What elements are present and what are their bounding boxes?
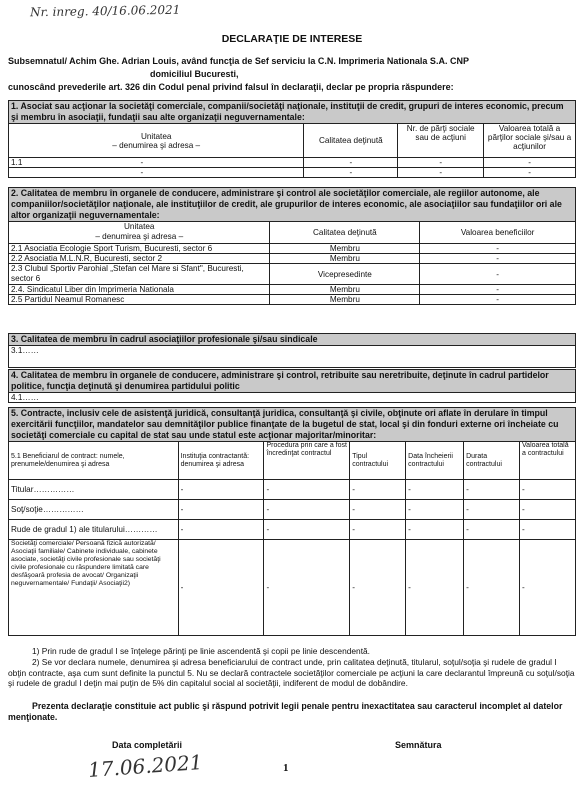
registration-number: Nr. inreg. 40/16.06.2021 [29,2,181,20]
table-cell: - [178,480,264,500]
section-3-title: 3. Calitatea de membru în cadrul asociaţiilor profesionale şi/sau sindicale [9,334,576,346]
s5-header-type: Tipul contractului [350,442,406,480]
table-cell: 1.1 - [9,158,304,168]
table-cell: - [398,158,484,168]
table-cell: - [178,500,264,520]
table-row [9,264,576,285]
table-cell: - [464,520,520,540]
table-cell: - [178,520,264,540]
table-cell: - [304,158,398,168]
table-cell: - [264,480,350,500]
table-cell: Vicepresedinte [270,264,420,285]
table-cell: 4.1…… [9,393,576,403]
page-title: DECLARAŢIE DE INTERESE [221,33,363,45]
s1-header-shares: Nr. de părţi sociale sau de acţiuni [398,124,484,158]
section-2-title: 2. Calitatea de membru în organele de conducere, administrare şi control ale societăţilor comerciale, ale regiilor autonome, ale companiilor/societăţilor naţionale, ale instituţiilor de credit, ale grupurilor de interes economic, ale asociaţiilor sau fundaţiilor ori ale altor organizaţii neguvernamentale: [9,188,576,222]
table-cell: - [464,480,520,500]
table-cell: Membru [270,285,420,295]
table-cell: - [420,285,576,295]
table-cell: - [464,500,520,520]
table-cell: - [420,264,576,285]
table-cell: - [520,540,576,636]
table-cell: - [406,540,464,636]
table-cell: - [420,244,576,254]
table-cell: Societăţi comerciale/ Persoană fizică autorizată/ Asociaţii familiale/ Cabinete individuale, cabinete asociate, societăţi civile profesionale sau societăţi civile profesionale cu răspundere limitată care desfăşoară profesia de avocat/ Organizaţii neguvernamentale/ Fundaţii/ Asociaţii2) [9,540,179,636]
date-label: Data completării [112,740,183,750]
table-cell: - [520,520,576,540]
table-row [9,168,576,178]
table-row [9,540,576,636]
table-cell: - [484,158,576,168]
s5-header-duration: Durata contractului [464,442,520,480]
section-1-title: 1. Asociat sau acţionar la societăţi comerciale, companii/societăţi naţionale, instituţii de credit, grupuri de interes economic, precum şi membru în asociaţii, fundaţii sau alte organizaţii neguvernamentale: [9,101,576,124]
table-cell: 2.2 Asociatia M.L.N.R, Bucuresti, sector 2 [9,254,270,264]
table-cell: - [264,500,350,520]
s2-header-benefits: Valoarea beneficiilor [420,222,576,244]
footnote-1: 1) Prin rude de gradul I se înţelege părinţi pe linie ascendentă şi copii pe linie descendentă. [32,646,371,656]
table-cell: - [398,168,484,178]
s1-header-unit: Unitatea – denumirea şi adresa – [9,124,304,158]
s5-header-institution: Instituţia contractantă: denumirea şi adresa [178,442,264,480]
table-cell: - [464,540,520,636]
section-3-table [8,333,576,368]
section-5-table [8,407,576,636]
table-cell: - [420,254,576,264]
table-cell: 2.5 Partidul Neamul Romanesc [9,295,270,305]
s2-header-quality: Calitatea deţinută [270,222,420,244]
table-cell: - [406,500,464,520]
intro-line-3: cunoscând prevederile art. 326 din Codul penal privind falsul în declaraţii, declar pe propria răspundere: [8,82,454,92]
s2-header-unit: Unitatea – denumirea şi adresa – [9,222,270,244]
s5-header-value: Valoarea totală a contractului [520,442,576,480]
section-2-table [8,187,576,305]
table-cell: 2.3 Clubul Sportiv Parohial „Stefan cel Mare si Sfant", Bucuresti, sector 6 [9,264,270,285]
table-row [9,480,576,500]
s1-header-quality: Calitatea deţinută [304,124,398,158]
section-4-table [8,369,576,403]
table-cell: - [350,500,406,520]
page-number: 1 [283,762,289,774]
s5-header-beneficiary: 5.1 Beneficiarul de contract: numele, prenumele/denumirea şi adresa [9,442,179,480]
table-cell: - [520,500,576,520]
table-cell: - [350,520,406,540]
table-cell: - [406,520,464,540]
footnote-2: 2) Se vor declara numele, denumirea şi adresa beneficiarului de contract unde, prin calitatea deţinută, titularul, soţul/soţia şi rudele de gradul I obţin contracte, aşa cum sunt definite la punctul 5. Nu se declară contractele societăţilor comerciale pe acţiuni la care declarantul împreună cu soţul/soţia şi rudele de gradul I deţin mai puţin de 5% din capitalul social al societăţii, indiferent de modul de dobândire. [8,657,575,688]
s1-header-value: Valoarea totală a părţilor sociale şi/sau a acţiunilor [484,124,576,158]
table-cell: Soţ/soţie…………… [9,500,179,520]
table-cell: - [9,168,304,178]
section-5-title: 5. Contracte, inclusiv cele de asistenţă juridică, consultanţă juridica, consultanţă şi civile, obţinute ori aflate în derulare în timpul exercitării funcţiilor, mandatelor sau demnităţilor publice finanţate de la bugetul de stat, local şi din fonduri externe ori încheiate cu societăţi comerciale cu capital de stat sau unde statul este acţionar majoritar/minoritar: [9,408,576,442]
s5-header-date: Data încheierii contractului [406,442,464,480]
table-cell: 3.1…… [9,346,576,368]
table-cell: - [264,540,350,636]
table-cell: Membru [270,244,420,254]
table-cell: Membru [270,295,420,305]
table-cell: - [520,480,576,500]
signature-label: Semnătura [395,740,442,750]
closing-statement: Prezenta declaraţie constituie act public şi răspund potrivit legii penale pentru inexactitatea sau caracterul incomplet al datelor menţionate. [8,701,563,722]
table-cell: 2.1 Asociatia Ecologie Sport Turism, Bucuresti, sector 6 [9,244,270,254]
table-cell: - [264,520,350,540]
table-cell: - [350,480,406,500]
table-row [9,254,576,264]
table-cell: - [178,540,264,636]
table-row [9,520,576,540]
s5-header-procedure: Procedura prin care a fost încredinţat contractul [264,442,350,480]
table-row [9,244,576,254]
intro [8,55,578,94]
table-cell: 2.4. Sindicatul Liber din Imprimeria Nationala [9,285,270,295]
table-row [9,158,576,168]
table-row [9,285,576,295]
section-4-title: 4. Calitatea de membru în organele de conducere, administrare şi control, retribuite sau neretribuite, deţinute în cadrul partidelor politice, funcţia deţinută şi denumirea partidului politic [9,370,576,393]
intro-line-1: Subsemnatul/ Achim Ghe. Adrian Louis, având funcţia de Sef serviciu la C.N. Imprimeria Nationala S.A. CNP [8,56,469,66]
section-1-table [8,100,576,178]
table-cell: - [350,540,406,636]
table-cell: - [420,295,576,305]
table-row [9,295,576,305]
table-cell: - [406,480,464,500]
date-value: 17.06.2021 [87,750,204,782]
table-cell: - [484,168,576,178]
table-cell: Rude de gradul 1) ale titularului………… [9,520,179,540]
table-cell: Membru [270,254,420,264]
intro-line-2: domiciliul Bucuresti, [150,69,239,79]
table-row [9,500,576,520]
table-cell: - [304,168,398,178]
table-cell: Titular…………… [9,480,179,500]
